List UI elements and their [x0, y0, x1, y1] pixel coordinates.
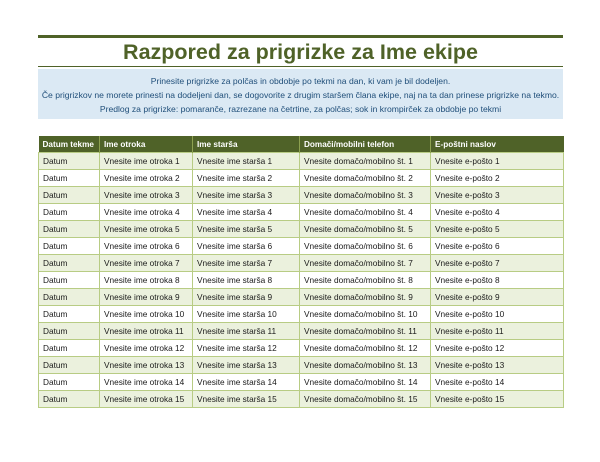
cell-phone[interactable]: Vnesite domačo/mobilno št. 8: [300, 272, 431, 289]
cell-phone[interactable]: Vnesite domačo/mobilno št. 12: [300, 340, 431, 357]
cell-phone[interactable]: Vnesite domačo/mobilno št. 2: [300, 170, 431, 187]
cell-email[interactable]: Vnesite e-pošto 4: [431, 204, 564, 221]
cell-phone[interactable]: Vnesite domačo/mobilno št. 13: [300, 357, 431, 374]
cell-parent-name[interactable]: Vnesite ime starša 4: [193, 204, 300, 221]
cell-parent-name[interactable]: Vnesite ime starša 9: [193, 289, 300, 306]
cell-email[interactable]: Vnesite e-pošto 12: [431, 340, 564, 357]
cell-child-name[interactable]: Vnesite ime otroka 9: [100, 289, 193, 306]
cell-email[interactable]: Vnesite e-pošto 7: [431, 255, 564, 272]
table-row: [39, 340, 564, 357]
cell-child-name[interactable]: Vnesite ime otroka 10: [100, 306, 193, 323]
table-row: [39, 238, 564, 255]
cell-phone[interactable]: Vnesite domačo/mobilno št. 1: [300, 153, 431, 170]
cell-parent-name[interactable]: Vnesite ime starša 11: [193, 323, 300, 340]
cell-email[interactable]: Vnesite e-pošto 9: [431, 289, 564, 306]
instruction-line: Če prigrizkov ne morete prinesti na dodeljeni dan, se dogovorite z drugim staršem člana ekipe, naj na ta dan prinese prigrizke na tekmo.: [41, 90, 560, 100]
table-row: [39, 170, 564, 187]
cell-child-name[interactable]: Vnesite ime otroka 8: [100, 272, 193, 289]
table-row: [39, 187, 564, 204]
column-header-child-name: Ime otroka: [100, 136, 193, 153]
cell-game-date[interactable]: Datum: [39, 289, 100, 306]
instruction-line: Predlog za prigrizke: pomaranče, razrezane na četrtine, za polčas; sok in krompirček za obdobje po tekmi: [99, 104, 502, 114]
cell-game-date[interactable]: Datum: [39, 374, 100, 391]
cell-game-date[interactable]: Datum: [39, 221, 100, 238]
cell-parent-name[interactable]: Vnesite ime starša 10: [193, 306, 300, 323]
cell-parent-name[interactable]: Vnesite ime starša 1: [193, 153, 300, 170]
table-row: [39, 289, 564, 306]
cell-parent-name[interactable]: Vnesite ime starša 8: [193, 272, 300, 289]
cell-game-date[interactable]: Datum: [39, 391, 100, 408]
cell-email[interactable]: Vnesite e-pošto 3: [431, 187, 564, 204]
cell-email[interactable]: Vnesite e-pošto 1: [431, 153, 564, 170]
cell-child-name[interactable]: Vnesite ime otroka 15: [100, 391, 193, 408]
cell-phone[interactable]: Vnesite domačo/mobilno št. 5: [300, 221, 431, 238]
cell-phone[interactable]: Vnesite domačo/mobilno št. 7: [300, 255, 431, 272]
cell-child-name[interactable]: Vnesite ime otroka 13: [100, 357, 193, 374]
cell-game-date[interactable]: Datum: [39, 204, 100, 221]
cell-email[interactable]: Vnesite e-pošto 2: [431, 170, 564, 187]
table-row: [39, 204, 564, 221]
cell-child-name[interactable]: Vnesite ime otroka 2: [100, 170, 193, 187]
cell-game-date[interactable]: Datum: [39, 170, 100, 187]
table-row: [39, 391, 564, 408]
cell-phone[interactable]: Vnesite domačo/mobilno št. 15: [300, 391, 431, 408]
cell-email[interactable]: Vnesite e-pošto 15: [431, 391, 564, 408]
cell-game-date[interactable]: Datum: [39, 272, 100, 289]
cell-child-name[interactable]: Vnesite ime otroka 6: [100, 238, 193, 255]
table-row: [39, 153, 564, 170]
cell-email[interactable]: Vnesite e-pošto 14: [431, 374, 564, 391]
cell-phone[interactable]: Vnesite domačo/mobilno št. 6: [300, 238, 431, 255]
instructions-box: [38, 69, 563, 119]
cell-game-date[interactable]: Datum: [39, 357, 100, 374]
column-header-email: E-poštni naslov: [431, 136, 564, 153]
table-row: [39, 221, 564, 238]
cell-parent-name[interactable]: Vnesite ime starša 2: [193, 170, 300, 187]
cell-child-name[interactable]: Vnesite ime otroka 1: [100, 153, 193, 170]
snack-schedule-table: [38, 136, 564, 408]
cell-email[interactable]: Vnesite e-pošto 6: [431, 238, 564, 255]
cell-phone[interactable]: Vnesite domačo/mobilno št. 4: [300, 204, 431, 221]
cell-child-name[interactable]: Vnesite ime otroka 5: [100, 221, 193, 238]
cell-game-date[interactable]: Datum: [39, 153, 100, 170]
cell-parent-name[interactable]: Vnesite ime starša 13: [193, 357, 300, 374]
table-row: [39, 374, 564, 391]
cell-email[interactable]: Vnesite e-pošto 10: [431, 306, 564, 323]
title-underline: [38, 66, 563, 67]
cell-game-date[interactable]: Datum: [39, 238, 100, 255]
table-row: [39, 255, 564, 272]
cell-phone[interactable]: Vnesite domačo/mobilno št. 9: [300, 289, 431, 306]
table-row: [39, 306, 564, 323]
cell-child-name[interactable]: Vnesite ime otroka 7: [100, 255, 193, 272]
cell-email[interactable]: Vnesite e-pošto 5: [431, 221, 564, 238]
column-header-game-date: Datum tekme: [39, 136, 100, 153]
cell-phone[interactable]: Vnesite domačo/mobilno št. 3: [300, 187, 431, 204]
instruction-line: Prinesite prigrizke za polčas in obdobje po tekmi na dan, ki vam je bil dodeljen.: [150, 76, 451, 86]
cell-parent-name[interactable]: Vnesite ime starša 3: [193, 187, 300, 204]
table-row: [39, 272, 564, 289]
cell-parent-name[interactable]: Vnesite ime starša 7: [193, 255, 300, 272]
cell-game-date[interactable]: Datum: [39, 187, 100, 204]
cell-parent-name[interactable]: Vnesite ime starša 15: [193, 391, 300, 408]
cell-parent-name[interactable]: Vnesite ime starša 5: [193, 221, 300, 238]
cell-game-date[interactable]: Datum: [39, 255, 100, 272]
cell-child-name[interactable]: Vnesite ime otroka 14: [100, 374, 193, 391]
cell-email[interactable]: Vnesite e-pošto 11: [431, 323, 564, 340]
table-row: [39, 323, 564, 340]
cell-child-name[interactable]: Vnesite ime otroka 4: [100, 204, 193, 221]
cell-child-name[interactable]: Vnesite ime otroka 11: [100, 323, 193, 340]
cell-child-name[interactable]: Vnesite ime otroka 12: [100, 340, 193, 357]
column-header-parent-name: Ime starša: [193, 136, 300, 153]
table-row: [39, 357, 564, 374]
cell-game-date[interactable]: Datum: [39, 306, 100, 323]
page-title: Razpored za prigrizke za Ime ekipe: [123, 40, 478, 64]
cell-phone[interactable]: Vnesite domačo/mobilno št. 11: [300, 323, 431, 340]
cell-email[interactable]: Vnesite e-pošto 13: [431, 357, 564, 374]
cell-parent-name[interactable]: Vnesite ime starša 6: [193, 238, 300, 255]
cell-phone[interactable]: Vnesite domačo/mobilno št. 10: [300, 306, 431, 323]
cell-email[interactable]: Vnesite e-pošto 8: [431, 272, 564, 289]
cell-parent-name[interactable]: Vnesite ime starša 12: [193, 340, 300, 357]
cell-phone[interactable]: Vnesite domačo/mobilno št. 14: [300, 374, 431, 391]
cell-game-date[interactable]: Datum: [39, 340, 100, 357]
table-header-row: [39, 136, 564, 153]
column-header-phone: Domači/mobilni telefon: [300, 136, 431, 153]
cell-parent-name[interactable]: Vnesite ime starša 14: [193, 374, 300, 391]
cell-game-date[interactable]: Datum: [39, 323, 100, 340]
cell-child-name[interactable]: Vnesite ime otroka 3: [100, 187, 193, 204]
